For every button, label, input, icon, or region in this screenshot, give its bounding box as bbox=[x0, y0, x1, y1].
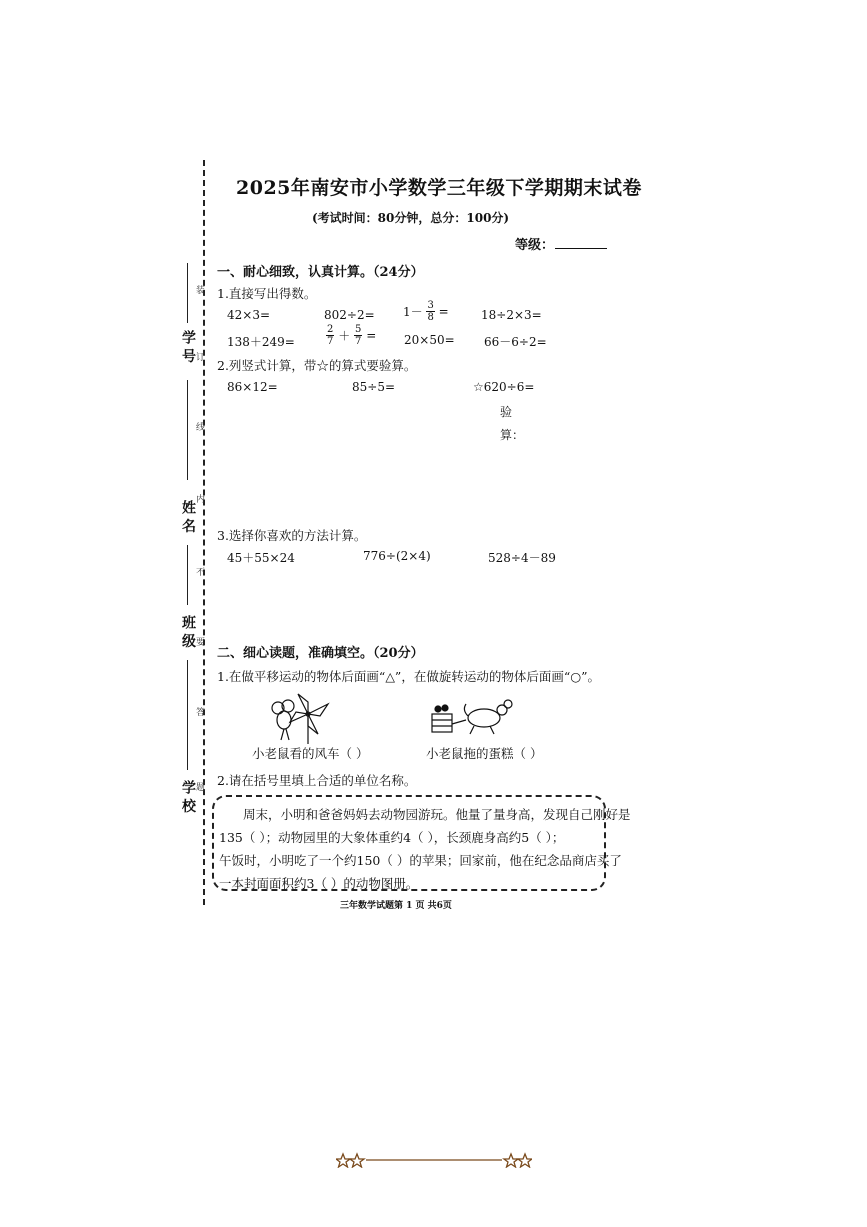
expr-part: = bbox=[366, 328, 377, 343]
fraction bbox=[426, 300, 434, 323]
cut-mark: 内 bbox=[196, 495, 206, 505]
page-footer: 三年数学试题第 1 页 共6页 bbox=[340, 901, 452, 911]
expr-part: = bbox=[438, 304, 449, 319]
star-divider-icon bbox=[336, 1152, 532, 1168]
story-line: 周末，小明和爸爸妈妈去动物园游玩。他量了量身高，发现自己刚好是 bbox=[243, 807, 631, 822]
vertical-calc-item: ☆620÷6= bbox=[473, 380, 535, 394]
cut-mark: 要 bbox=[196, 638, 206, 648]
story-line: 一本封面面积约3（ ）的动物图册。 bbox=[219, 876, 419, 891]
name-label: 姓 名 bbox=[180, 500, 196, 533]
fraction bbox=[326, 324, 334, 347]
s2-q1-label: 1.在做平移运动的物体后面画“△”，在做旋转运动的物体后面画“○”。 bbox=[217, 669, 601, 684]
expr-item-fraction bbox=[326, 324, 376, 347]
fraction-denominator: 7 bbox=[355, 336, 362, 347]
student-id-label: 学 号 bbox=[180, 330, 196, 363]
mouse-cake-icon bbox=[430, 696, 520, 736]
story-box bbox=[212, 795, 631, 891]
exam-subtitle: (考试时间：80分钟，总分：100分) bbox=[312, 211, 510, 225]
q1-label: 1.直接写出得数。 bbox=[217, 286, 317, 301]
fraction-numerator: 5 bbox=[355, 324, 362, 335]
expr-part: 1－ bbox=[403, 305, 423, 319]
fraction-numerator: 3 bbox=[427, 300, 434, 311]
class-line[interactable] bbox=[187, 545, 188, 605]
story-line: 午饭时，小明吃了一个约150（ ）的苹果；回家前，他在纪念品商店买了 bbox=[219, 853, 622, 868]
fraction-denominator: 8 bbox=[427, 312, 434, 323]
calc-item: 776÷(2×4) bbox=[363, 549, 431, 563]
expr-item: 66－6÷2= bbox=[484, 335, 547, 349]
mouse-pinwheel-icon bbox=[268, 688, 338, 744]
story-line: 135（ ）；动物园里的大象体重约4（ ），长颈鹿身高约5（ ）； bbox=[219, 830, 565, 845]
cut-mark: 线 bbox=[196, 423, 206, 433]
exam-title: 2025年南安市小学数学三年级下学期期末试卷 bbox=[236, 177, 642, 199]
s2-q2-label: 2.请在括号里填上合适的单位名称。 bbox=[217, 773, 417, 788]
fraction bbox=[354, 324, 362, 347]
fraction-denominator: 7 bbox=[327, 336, 334, 347]
expr-item: 138＋249= bbox=[227, 335, 295, 349]
section1-heading: 一、耐心细致，认真计算。（24分） bbox=[217, 265, 424, 280]
grade-blank[interactable] bbox=[555, 248, 607, 249]
class-label: 班 级 bbox=[180, 615, 196, 648]
cut-mark: 题 bbox=[196, 783, 206, 793]
check-label: 算： bbox=[500, 428, 525, 442]
grade-label: 等级： bbox=[515, 238, 555, 253]
cut-mark: 不 bbox=[196, 568, 206, 578]
expr-item-fraction bbox=[403, 300, 449, 323]
fraction-numerator: 2 bbox=[327, 324, 334, 335]
caption-cake: 小老鼠拖的蛋糕（ ） bbox=[426, 746, 543, 761]
expr-item: 20×50= bbox=[404, 333, 455, 347]
name-line[interactable] bbox=[187, 380, 188, 480]
expr-item: 42×3= bbox=[227, 308, 271, 322]
cut-mark: 答 bbox=[196, 708, 206, 718]
expr-item: 802÷2= bbox=[324, 308, 375, 322]
vertical-calc-item: 86×12= bbox=[227, 380, 278, 394]
student-id-line[interactable] bbox=[187, 263, 188, 323]
binding-dashed-line bbox=[203, 160, 205, 905]
cut-mark: 装 bbox=[196, 286, 206, 296]
vertical-calc-item: 85÷5= bbox=[352, 380, 396, 394]
expr-item: 18÷2×3= bbox=[481, 308, 542, 322]
check-label: 验 bbox=[500, 405, 513, 419]
q3-label: 3.选择你喜欢的方法计算。 bbox=[217, 528, 367, 543]
school-line[interactable] bbox=[187, 660, 188, 770]
calc-item: 45＋55×24 bbox=[227, 551, 295, 565]
story-text bbox=[219, 803, 631, 895]
section2-heading: 二、细心读题，准确填空。（20分） bbox=[217, 646, 424, 661]
cut-mark: 订 bbox=[196, 353, 206, 363]
caption-pinwheel: 小老鼠看的风车（ ） bbox=[252, 746, 369, 761]
expr-part: ＋ bbox=[338, 329, 351, 343]
q2-label: 2.列竖式计算，带☆的算式要验算。 bbox=[217, 358, 417, 373]
calc-item: 528÷4－89 bbox=[488, 551, 556, 565]
school-label: 学 校 bbox=[180, 780, 196, 813]
